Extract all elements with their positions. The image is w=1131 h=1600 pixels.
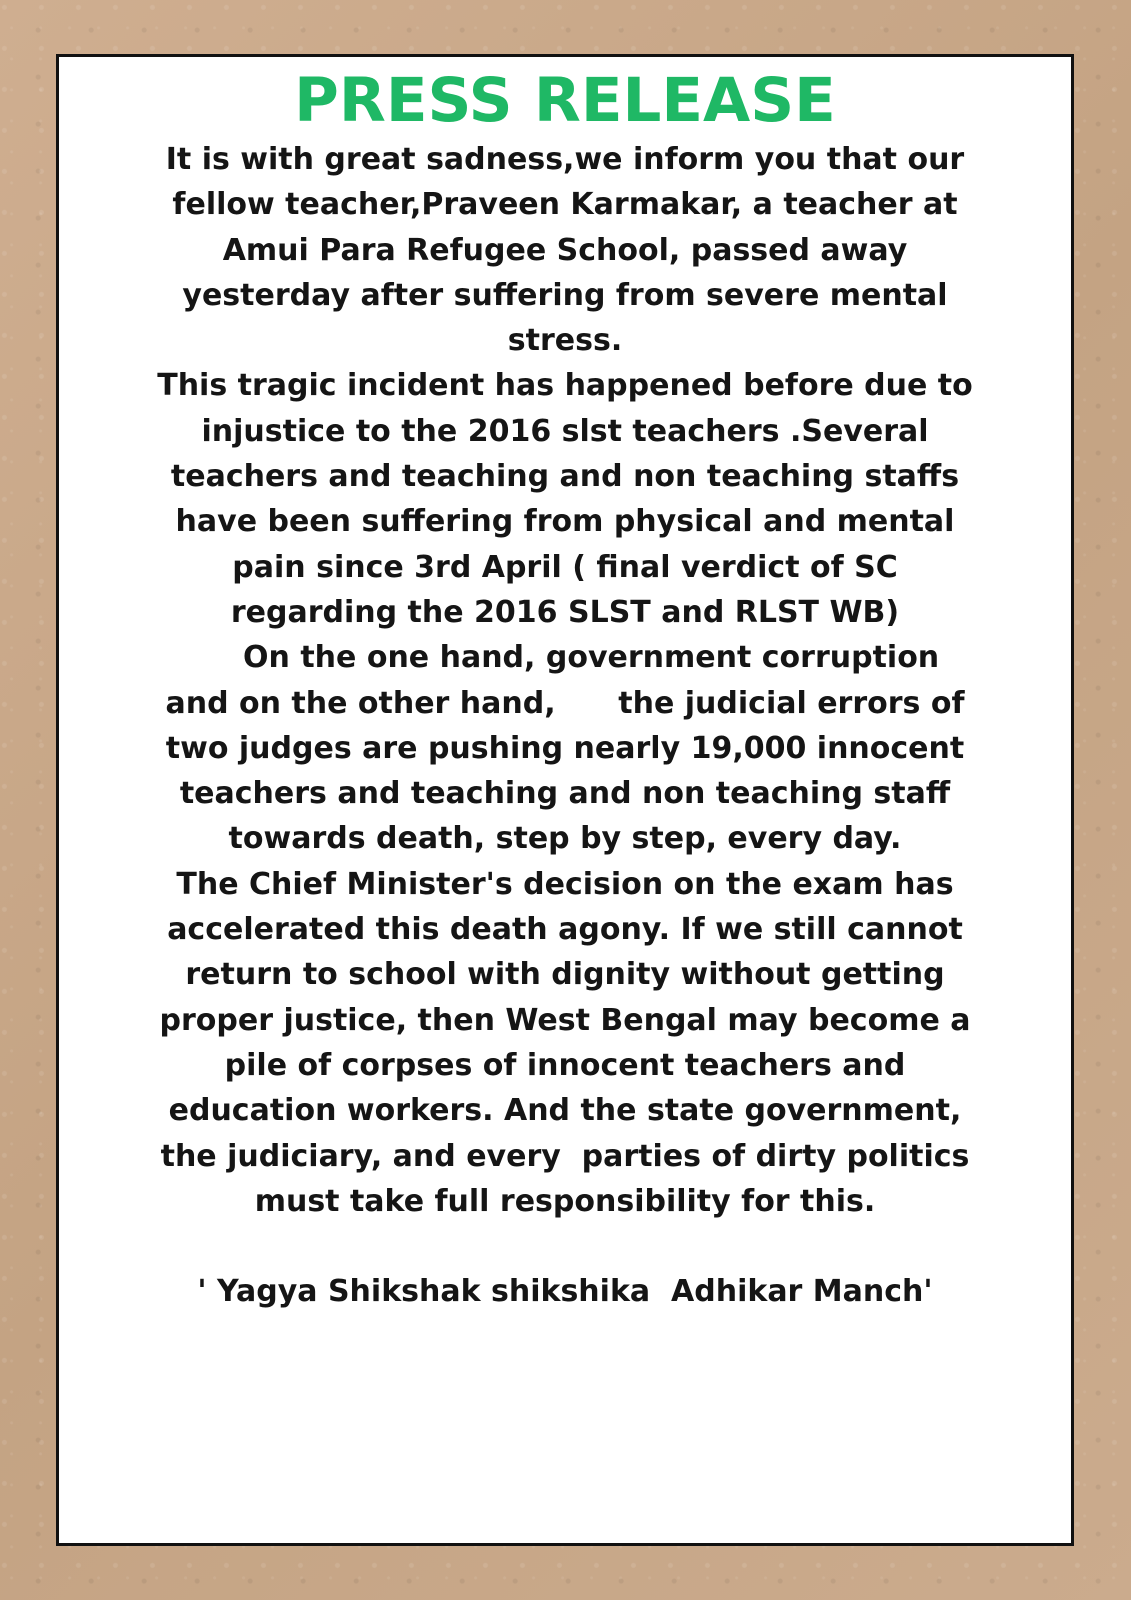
- signature-line: ' Yagya Shikshak shikshika Adhikar Manch': [197, 1274, 933, 1310]
- paragraph-spacer: [59, 1224, 1071, 1269]
- body-line: regarding the 2016 SLST and RLST WB): [230, 594, 900, 630]
- body-line: the judiciary, and every parties of dirty politics: [160, 1138, 970, 1174]
- body-line: injustice to the 2016 slst teachers .Several: [201, 413, 929, 449]
- body-line: two judges are pushing nearly 19,000 innocent: [165, 730, 965, 766]
- body-line: return to school with dignity without getting: [185, 957, 945, 993]
- body-line: proper justice, then West Bengal may become a: [159, 1002, 971, 1038]
- body-line: have been suffering from physical and mental: [175, 504, 955, 540]
- body-line: accelerated this death agony. If we still cannot: [167, 912, 963, 948]
- body-line: pile of corpses of innocent teachers and: [224, 1047, 906, 1083]
- body-line: It is with great sadness,we inform you that our: [165, 142, 965, 177]
- body-line: yesterday after suffering from severe mental: [182, 277, 948, 313]
- body-line: teachers and teaching and non teaching staffs: [170, 459, 960, 495]
- page-title: PRESS RELEASE: [294, 65, 836, 136]
- body-line: teachers and teaching and non teaching staff: [179, 776, 951, 812]
- body-line: education workers. And the state government,: [168, 1093, 962, 1129]
- body-line: must take full responsibility for this.: [254, 1183, 876, 1219]
- body-line: Amui Para Refugee School, passed away: [222, 232, 908, 268]
- body-line: This tragic incident has happened before due to: [157, 368, 973, 404]
- body-line: pain since 3rd April ( final verdict of SC: [232, 549, 898, 585]
- body-line: The Chief Minister's decision on the exam has: [176, 866, 954, 902]
- body-line: fellow teacher,Praveen Karmakar, a teacher at: [172, 187, 958, 223]
- body-line: towards death, step by step, every day.: [228, 821, 902, 857]
- press-release-sheet: [56, 54, 1074, 1546]
- body-line: stress.: [507, 323, 623, 359]
- body-line: On the one hand, government corruption: [190, 640, 940, 676]
- press-release-body: [59, 137, 1071, 1314]
- body-line: and on the other hand, the judicial errors of: [165, 685, 965, 721]
